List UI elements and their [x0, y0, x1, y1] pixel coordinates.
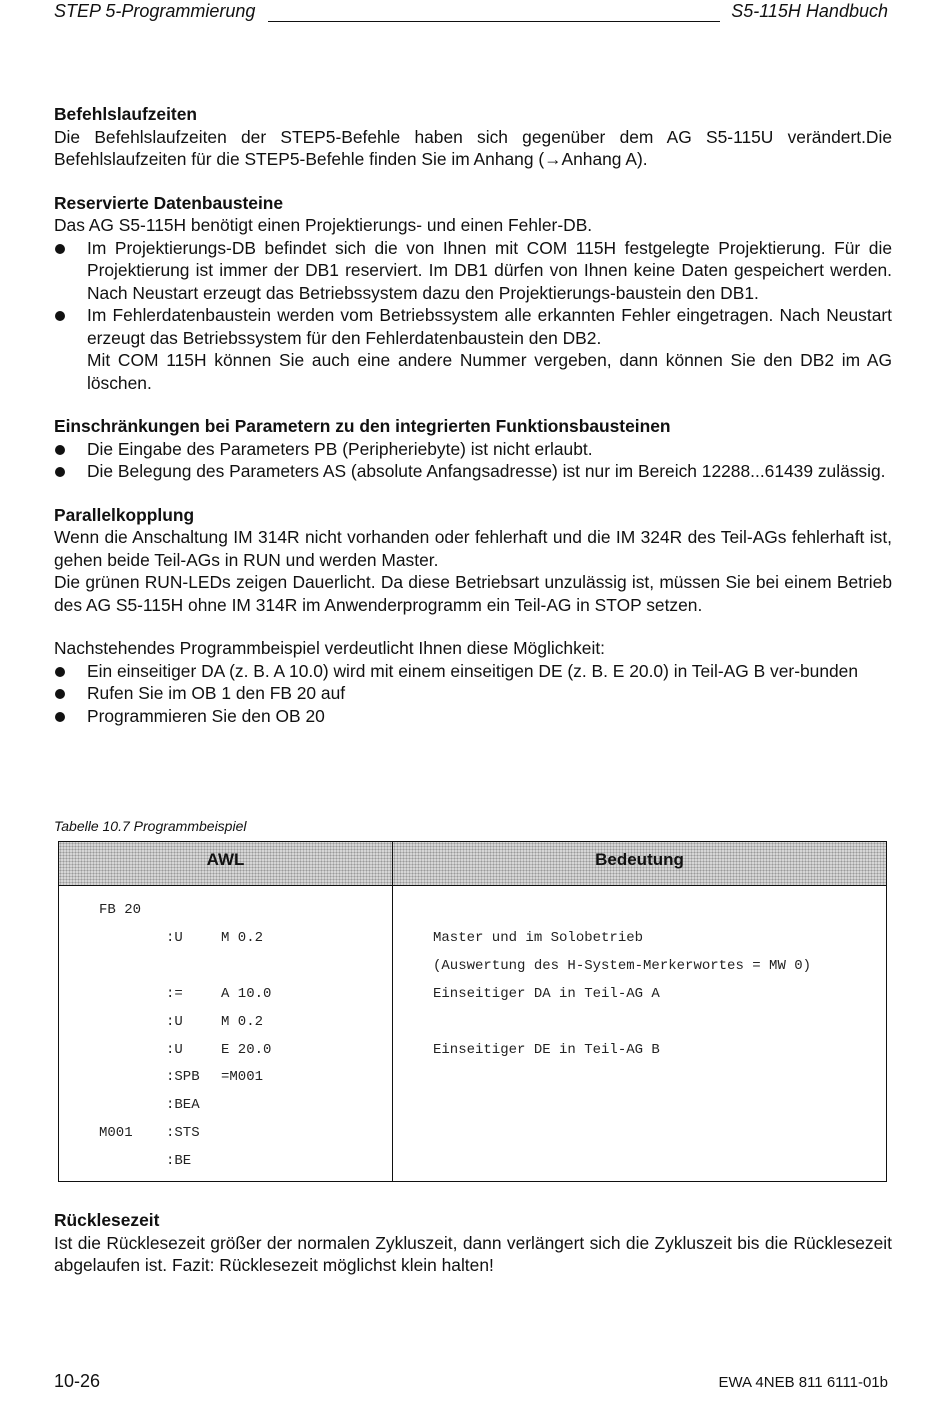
- section-befehlslaufzeiten: [54, 103, 892, 171]
- code-operand: A 10.0: [221, 985, 272, 1002]
- code-operand: =M001: [221, 1069, 264, 1086]
- bullet-list: [54, 660, 892, 728]
- table-header-awl: AWL: [59, 842, 393, 886]
- header-rule: [268, 21, 720, 22]
- code-comment: (Auswertung des H-System-Merkerwortes = MW 0): [433, 957, 812, 974]
- table-header-bedeutung: Bedeutung: [393, 842, 886, 886]
- bullet-icon: [55, 244, 65, 254]
- main-content: [54, 103, 892, 727]
- header-title-right: S5-115H Handbuch: [731, 1, 888, 21]
- section-heading: Einschränkungen bei Parametern zu den integrierten Funktionsbausteinen: [54, 416, 671, 436]
- bullet-icon: [55, 467, 65, 477]
- code-operation: :BE: [166, 1153, 192, 1170]
- bullet-icon: [55, 445, 65, 455]
- bullet-list: [54, 237, 892, 395]
- section-einschraenkungen: [54, 415, 892, 483]
- bullet-icon: [55, 689, 65, 699]
- code-operation: :=: [166, 985, 183, 1002]
- paragraph: Nachstehendes Programmbeispiel verdeutlicht Ihnen diese Möglichkeit:: [54, 638, 605, 658]
- section-heading: Befehlslaufzeiten: [54, 104, 198, 124]
- code-operation: :STS: [166, 1125, 200, 1142]
- code-operand: M 0.2: [221, 929, 264, 946]
- paragraph: Wenn die Anschaltung IM 314R nicht vorhanden oder fehlerhaft und die IM 324R des Teil-AGs fehlerhaft ist, gehen beide Teil-AGs in RUN und werden Master.: [54, 527, 892, 570]
- code-operation: :U: [166, 929, 183, 946]
- code-operation: :BEA: [166, 1097, 200, 1114]
- page-number: 10-26: [54, 1371, 101, 1391]
- code-comment: Einseitiger DE in Teil-AG B: [433, 1041, 660, 1058]
- code-comment: Einseitiger DA in Teil-AG A: [433, 985, 660, 1002]
- list-item: Ein einseitiger DA (z. B. A 10.0) wird mit einem einseitigen DE (z. B. E 20.0) in Teil-AG B ver-bunden: [54, 660, 892, 683]
- paragraph: Die Befehlslaufzeiten der STEP5-Befehle haben sich gegenüber dem AG S5-115U verändert.Die Befehlslaufzeiten für die STEP5-Befehle finden Sie im Anhang (→Anhang A).: [54, 126, 892, 169]
- code-label: FB 20: [99, 902, 142, 918]
- section-parallelkopplung: [54, 504, 892, 728]
- list-item: Die Eingabe des Parameters PB (Peripheriebyte) ist nicht erlaubt.: [54, 438, 892, 461]
- list-item: Im Fehlerdatenbaustein werden vom Betriebssystem alle erkannten Fehler eingetragen. Nach Neustart erzeugt das Betriebssystem für den Fehlerdatenbaustein den DB2. Mit COM 115H können Sie auch eine andere Nummer vergeben, dann können Sie den DB2 im AG löschen.: [54, 304, 892, 394]
- section-heading: Reservierte Datenbausteine: [54, 192, 284, 213]
- section-heading: Parallelkopplung: [54, 504, 195, 525]
- table-caption: Tabelle 10.7 Programmbeispiel: [54, 818, 247, 834]
- paragraph: Ist die Rücklesezeit größer der normalen Zykluszeit, dann verlängert sich die Zykluszeit bis die Rücklesezeit abgelaufen ist. Fazit: Rücklesezeit möglichst klein halten!: [54, 1232, 892, 1275]
- code-operand: E 20.0: [221, 1041, 272, 1058]
- page-header: [54, 0, 888, 24]
- section-ruecklesezeit: [54, 1209, 892, 1277]
- bullet-icon: [55, 667, 65, 677]
- program-example-table: [58, 841, 887, 1182]
- paragraph: Das AG S5-115H benötigt einen Projektierungs- und einen Fehler-DB.: [54, 215, 593, 235]
- code-operation: :SPB: [166, 1069, 200, 1086]
- section-heading: Rücklesezeit: [54, 1210, 160, 1230]
- code-comment: Master und im Solobetrieb: [433, 929, 644, 946]
- column-divider: [392, 885, 393, 1181]
- list-item: Im Projektierungs-DB befindet sich die von Ihnen mit COM 115H festgelegte Projektierung. Für die Projektierung ist immer der DB1 reserviert. Im DB1 dürfen von Ihnen keine Daten gespeichert werden. Nach Neustart erzeugt das Betriebssystem dazu den Projektierungs-baustein den DB1.: [54, 237, 892, 305]
- list-item: Rufen Sie im OB 1 den FB 20 auf: [54, 682, 892, 705]
- code-operand: M 0.2: [221, 1013, 264, 1030]
- code-operation: :U: [166, 1041, 183, 1058]
- paragraph: Die grünen RUN-LEDs zeigen Dauerlicht. Da diese Betriebsart unzulässig ist, müssen Sie bei einem Betrieb des AG S5-115H ohne IM 314R im Anwenderprogramm ein Teil-AG in STOP setzen.: [54, 572, 892, 615]
- list-item-continuation: Mit COM 115H können Sie auch eine andere Nummer vergeben, dann können Sie den DB2 im AG löschen.: [87, 350, 892, 393]
- list-item: Programmieren Sie den OB 20: [54, 705, 892, 728]
- code-operation: :U: [166, 1013, 183, 1030]
- list-item: Die Belegung des Parameters AS (absolute Anfangsadresse) ist nur im Bereich 12288...61439 zulässig.: [54, 460, 892, 483]
- code-label: M001: [99, 1125, 133, 1142]
- header-title-left: STEP 5-Programmierung: [54, 1, 256, 21]
- section-reservierte-datenbausteine: [54, 192, 892, 395]
- bullet-icon: [55, 712, 65, 722]
- bullet-list: [54, 438, 892, 483]
- bullet-icon: [55, 311, 65, 321]
- document-id: EWA 4NEB 811 6111-01b: [718, 1374, 888, 1391]
